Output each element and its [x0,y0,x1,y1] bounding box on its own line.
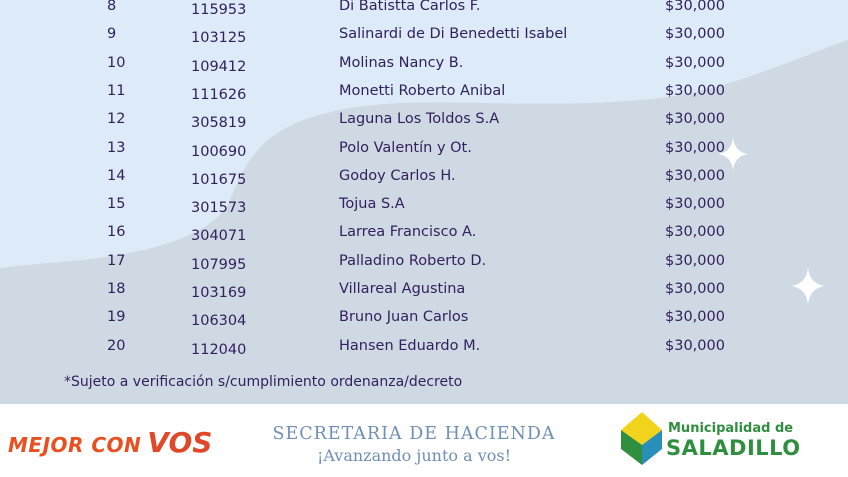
account-code: 103169 [191,285,247,301]
account-code: 100690 [191,143,247,160]
row-number: 19 [107,309,126,326]
department-heading [218,424,610,465]
account-code: 106304 [191,313,247,330]
amount: $30,000 [665,167,725,184]
row-number: 11 [107,82,126,99]
amount: $30,000 [665,196,725,213]
campaign-slogan [8,426,212,459]
logo-line1: Municipalidad de [668,421,794,436]
row-number: 15 [107,196,126,213]
table-row [0,26,848,54]
owner-name: Polo Valentín y Ot. [339,139,472,156]
owner-name: Monetti Roberto Anibal [339,82,506,99]
table-row [0,111,848,139]
row-number: 13 [107,139,126,156]
row-number: 8 [107,0,117,14]
amount: $30,000 [665,111,725,128]
amount: $30,000 [665,139,725,156]
row-number: 10 [107,54,126,71]
account-code: 115953 [191,2,247,18]
row-number: 16 [107,224,126,241]
logo-line2: SALADILLO [666,436,801,460]
amount: $30,000 [665,54,725,71]
account-code: 101675 [191,171,247,188]
amount: $30,000 [665,309,725,326]
owner-name: Tojua S.A [339,196,405,213]
row-number: 12 [107,111,126,128]
slogan-emphasis: VOS [147,426,213,459]
owner-name: Laguna Los Toldos S.A [339,111,500,128]
table-row [0,253,848,281]
owner-name: Bruno Juan Carlos [339,309,469,326]
amount: $30,000 [665,252,725,269]
sparkle-icon [718,138,748,170]
department-tagline: ¡Avanzando junto a vos! [316,446,512,465]
table-row [0,224,848,252]
account-code: 301573 [191,200,247,217]
account-code: 112040 [191,341,247,358]
table-row [0,0,848,26]
amount: $30,000 [665,82,725,99]
department-name: SECRETARIA DE HACIENDA [272,424,556,444]
row-number: 20 [107,337,126,354]
account-code: 103125 [191,30,247,47]
owner-name: Salinardi de Di Benedetti Isabel [339,26,568,43]
owner-name: Molinas Nancy B. [339,54,464,71]
amount: $30,000 [665,26,725,43]
table-row [0,281,848,309]
row-number: 14 [107,167,126,184]
table-row [0,83,848,111]
slogan-text: MEJOR CON [8,433,142,457]
account-code: 304071 [191,228,247,245]
table-row [0,309,848,337]
amount: $30,000 [665,224,725,241]
table-row [0,338,848,366]
account-code: 111626 [191,86,247,103]
sparkle-icon [791,268,825,304]
table-row [0,55,848,83]
account-code: 305819 [191,115,247,132]
table-row [0,196,848,224]
row-number: 18 [107,281,126,297]
owner-name: Godoy Carlos H. [339,167,456,184]
account-code: 109412 [191,58,247,75]
owner-name: Hansen Eduardo M. [339,337,481,354]
owner-name: Villareal Agustina [339,281,466,297]
table-row [0,168,848,196]
owner-name: Palladino Roberto D. [339,252,487,269]
row-number: 17 [107,252,126,269]
owner-name: Di Batistta Carlos F. [339,0,481,14]
disclaimer-note: *Sujeto a verificación s/cumplimiento ordenanza/decreto [64,374,463,390]
amount: $30,000 [665,281,725,297]
amount: $30,000 [665,0,725,14]
amount: $30,000 [665,337,725,354]
account-code: 107995 [191,256,247,273]
owner-name: Larrea Francisco A. [339,224,477,241]
row-number: 9 [107,26,117,43]
